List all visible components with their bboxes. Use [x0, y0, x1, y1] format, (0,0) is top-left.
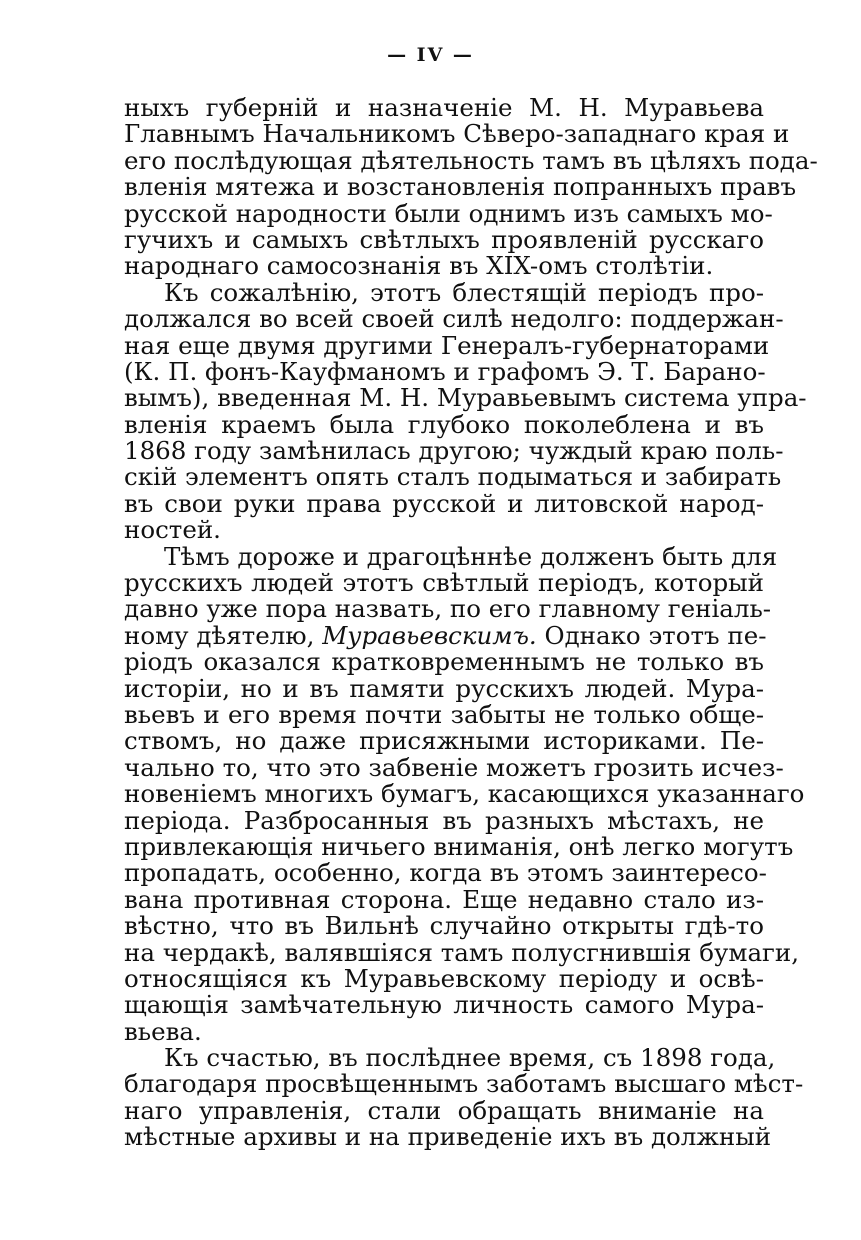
text-line: гучихъ и самыхъ свѣтлыхъ проявленій русскаго — [124, 224, 764, 254]
text-line: періода. Разбросанныя въ разныхъ мѣстахъ, не — [124, 805, 764, 835]
text-line: 1868 году замѣнилась другою; чуждый краю поль- — [124, 436, 784, 466]
text-line: благодаря просвѣщеннымъ заботамъ высшаго мѣст- — [124, 1069, 804, 1099]
paragraph — [124, 277, 807, 545]
text-line: вленія краемъ была глубоко поколеблена и въ — [124, 409, 764, 439]
text-line: его послѣдующая дѣятельность тамъ въ цѣляхъ пода- — [124, 145, 818, 175]
text-line: новеніемъ многихъ бумагъ, касающихся указаннаго — [124, 779, 805, 809]
page-number-header: — IV — — [387, 44, 474, 66]
paragraph — [124, 93, 818, 281]
text-line: ному дѣятелю, Муравьевскимъ. Однако этотъ пе- — [124, 620, 767, 650]
text-line: относящіяся къ Муравьевскому періоду и освѣ- — [124, 963, 764, 993]
text-line: привлекающія ничьего вниманія, онѣ легко могутъ — [124, 831, 794, 861]
text-line: русскихъ людей этотъ свѣтлый періодъ, который — [124, 568, 764, 598]
text-line: ныхъ губерній и назначеніе М. Н. Муравьева — [124, 93, 764, 122]
paragraph — [124, 1043, 804, 1152]
text-line: чально то, что это забвеніе можетъ грозить исчез- — [124, 752, 784, 782]
text-line: исторіи, но и въ памяти русскихъ людей. Мура- — [124, 673, 764, 703]
text-line: должался во всей своей силѣ недолго: поддержан- — [124, 304, 784, 334]
text-body — [124, 93, 818, 1152]
text-line: Тѣмъ дороже и драгоцѣннѣе долженъ быть для — [164, 541, 778, 571]
text-line: скій элементъ опять сталъ подыматься и забирать — [124, 462, 782, 492]
text-line: щающія замѣчательную личность самого Мура- — [124, 990, 764, 1020]
text-line: (К. П. фонъ-Кауфманомъ и графомъ Э. Т. Барано- — [124, 356, 766, 386]
text-line: давно уже пора назвать, по его главному геніаль- — [124, 594, 772, 624]
text-line: вленія мятежа и возстановленія попранныхъ правъ — [124, 172, 797, 202]
text-line: вымъ), введенная М. Н. Муравьевымъ система упра- — [124, 383, 807, 413]
text-line: вьева. — [124, 1016, 202, 1046]
text-line: Къ счастью, въ послѣднее время, съ 1898 года, — [164, 1043, 776, 1073]
text-line: пропадать, особенно, когда въ этомъ заинтересо- — [124, 858, 767, 888]
text-line: вана противная сторона. Еще недавно стало из- — [124, 884, 764, 914]
text-line: наго управленія, стали обращать вниманіе на — [124, 1095, 764, 1125]
italic-emphasis: Муравьевскимъ. — [322, 620, 537, 650]
text-line: ствомъ, но даже присяжными историками. Пе- — [124, 726, 764, 756]
paragraph — [124, 541, 805, 1046]
text-line: народнаго самосознанія въ XIX-омъ столѣтіи. — [124, 251, 714, 281]
text-line: Къ сожалѣнію, этотъ блестящій періодъ про- — [164, 277, 764, 307]
text-line: ностей. — [124, 515, 221, 545]
text-line: Главнымъ Начальникомъ Сѣверо-западнаго края и — [124, 119, 790, 149]
text-line: ріодъ оказался кратковременнымъ не только въ — [124, 647, 764, 677]
text-line: вьевъ и его время почти забыты не только обще- — [124, 699, 764, 729]
text-line: русской народности были однимъ изъ самыхъ мо- — [124, 198, 773, 228]
text-line: вѣстно, что въ Вильнѣ случайно открыты гдѣ-то — [124, 911, 764, 941]
text-line: ная еще двумя другими Генералъ-губернаторами — [124, 330, 770, 360]
text-line: въ свои руки права русской и литовской народ- — [124, 488, 764, 518]
text-line: мѣстные архивы и на приведеніе ихъ въ должный — [124, 1122, 772, 1152]
text-line: на чердакѣ, валявшіяся тамъ полусгнившія бумаги, — [124, 937, 800, 967]
